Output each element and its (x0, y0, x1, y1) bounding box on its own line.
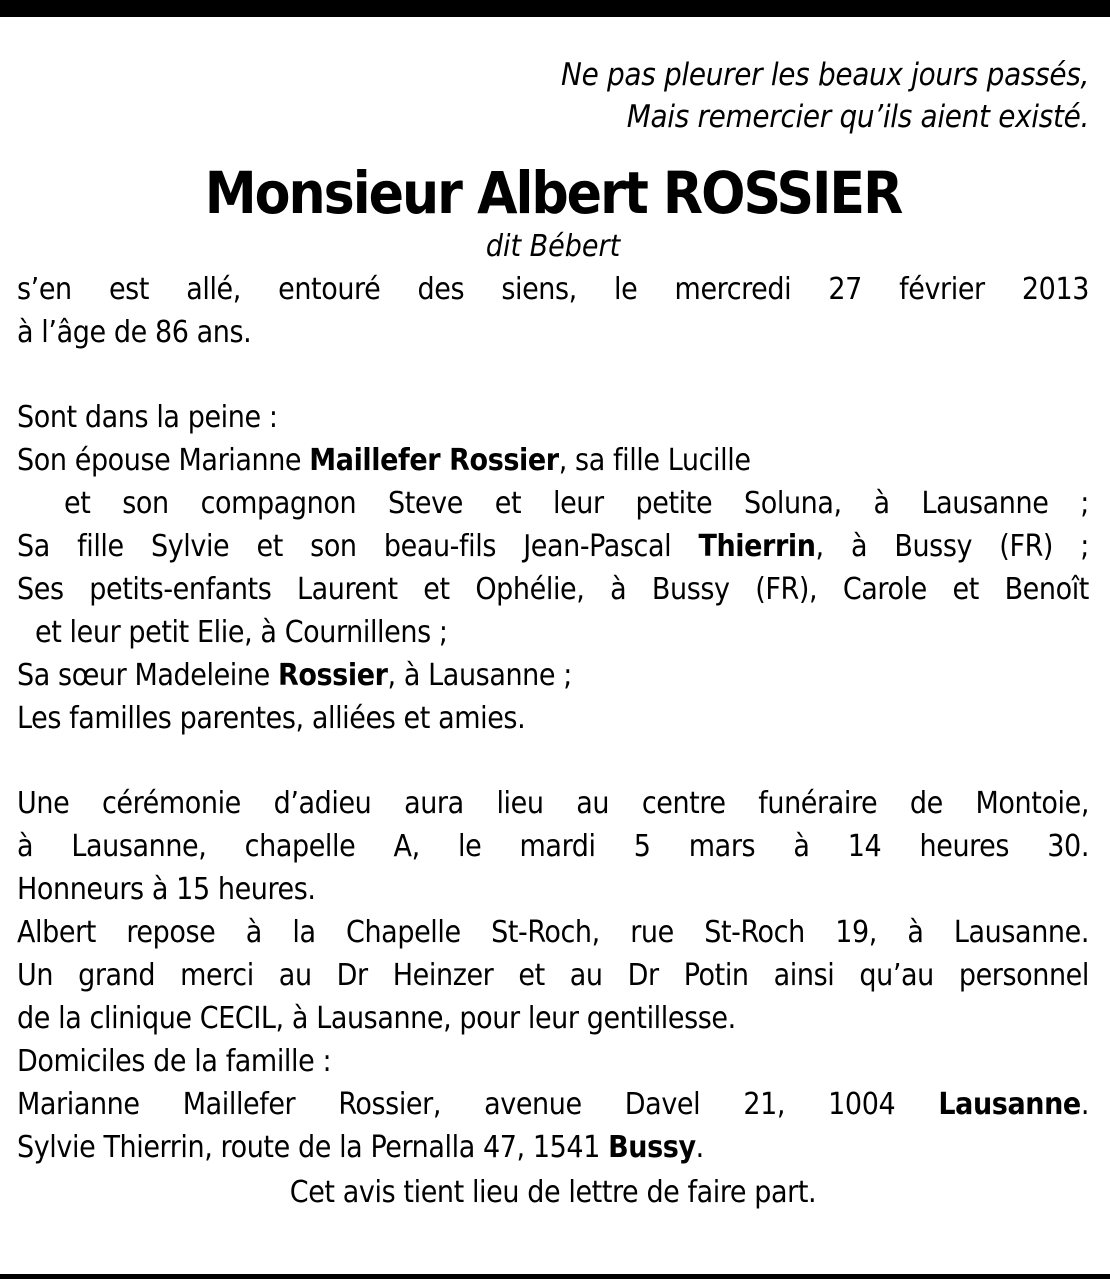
ceremony-line-4: Albert repose à la Chapelle St-Roch, rue St-Roch 19, à Lausanne. (17, 915, 1089, 950)
addresses-intro: Domiciles de la famille : (17, 1044, 332, 1079)
mourner-line-3 (17, 525, 1089, 568)
mourner-line-5: et leur petit Elie, à Cournillens ; (35, 615, 448, 650)
address-1-end: . (1080, 1087, 1089, 1122)
epigraph-line-1: Ne pas pleurer les beaux jours passés, (561, 57, 1089, 93)
mourner-line-1 (17, 439, 1089, 482)
ceremony-line-5: Un grand merci au Dr Heinzer et au Dr Potin ainsi qu’au personnel (17, 958, 1089, 993)
mourner-line-6-text: Sa sœur Madeleine (17, 658, 278, 693)
mourner-line-1-surname: Maillefer Rossier (309, 443, 559, 478)
ceremony-details (17, 782, 1089, 1040)
bottom-border-rule (0, 1274, 1110, 1279)
mourners-list (17, 396, 1089, 740)
mourner-line-4: Ses petits-enfants Laurent et Ophélie, à Bussy (FR), Carole et Benoît (17, 572, 1089, 607)
mourner-line-3-surname: Thierrin (698, 529, 816, 564)
address-line-1 (17, 1083, 1089, 1126)
announcement (17, 268, 1089, 354)
closing-note: Cet avis tient lieu de lettre de faire part. (289, 1175, 817, 1210)
mourner-line-7: Les familles parentes, alliées et amies. (17, 701, 526, 736)
mourner-line-6-surname: Rossier (277, 658, 388, 693)
mourner-line-6 (17, 654, 1089, 697)
epigraph-line-2: Mais remercier qu’ils aient existé. (626, 99, 1089, 135)
address-1-text: Marianne Maillefer Rossier, avenue Davel 21, 1004 (17, 1087, 939, 1122)
mourner-line-1-text: Son épouse Marianne (17, 443, 310, 478)
mourner-line-6-rest: , à Lausanne ; (387, 658, 572, 693)
ceremony-line-2: à Lausanne, chapelle A, le mardi 5 mars à 14 heures 30. (17, 829, 1089, 864)
address-1-city: Lausanne (938, 1087, 1081, 1122)
epigraph (17, 54, 1089, 138)
mourner-line-2: et son compagnon Steve et leur petite Soluna, à Lausanne ; (64, 486, 1089, 521)
family-addresses (17, 1040, 1089, 1169)
announcement-line-1: s’en est allé, entouré des siens, le mercredi 27 février 2013 (17, 272, 1089, 307)
mourner-line-3-text: Sa fille Sylvie et son beau-fils Jean-Pascal (17, 529, 699, 564)
address-2-end: . (695, 1130, 704, 1165)
ceremony-line-1: Une cérémonie d’adieu aura lieu au centre funéraire de Montoie, (17, 786, 1089, 821)
ceremony-line-6: de la clinique CECIL, à Lausanne, pour leur gentillesse. (17, 1001, 736, 1036)
mourner-line-1-rest: , sa fille Lucille (558, 443, 751, 478)
top-border-rule (0, 0, 1110, 17)
address-2-text: Sylvie Thierrin, route de la Pernalla 47, 1541 (17, 1130, 609, 1165)
announcement-line-2: à l’âge de 86 ans. (17, 315, 252, 350)
deceased-nickname: dit Bébert (485, 229, 621, 264)
address-line-2 (17, 1126, 1089, 1169)
ceremony-line-3: Honneurs à 15 heures. (17, 872, 316, 907)
mourners-intro: Sont dans la peine : (17, 400, 278, 435)
obituary-notice (17, 54, 1089, 1214)
address-2-city: Bussy (608, 1130, 696, 1165)
deceased-name: Monsieur Albert ROSSIER (204, 159, 902, 227)
mourner-line-3-rest: , à Bussy (FR) ; (815, 529, 1089, 564)
